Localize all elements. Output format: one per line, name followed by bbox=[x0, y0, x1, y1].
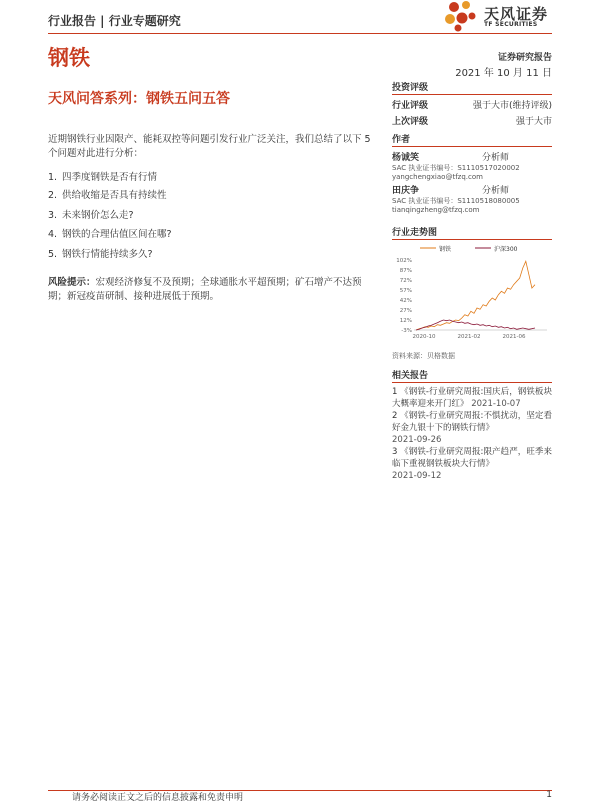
y-tick-label: 57% bbox=[399, 288, 412, 294]
report-title: 天风问答系列：钢铁五问五答 bbox=[48, 91, 230, 107]
chart-source: 资料来源：贝格数据 bbox=[392, 352, 455, 360]
trend-heading: 行业走势图 bbox=[392, 225, 552, 240]
industry-rating-value: 强于大市(维持评级) bbox=[472, 101, 552, 111]
report-type: 证券研究报告 bbox=[497, 53, 552, 63]
author-cert: SAC 执业证书编号：S1110517020002 bbox=[392, 164, 520, 172]
related-report-date: 2021-09-12 bbox=[392, 471, 442, 481]
industry-rating-row bbox=[392, 98, 552, 111]
question-item: 2. 供给收缩是否具有持续性 bbox=[48, 190, 167, 201]
x-tick-label: 2020-10 bbox=[412, 334, 436, 340]
question-item: 4. 钢铁的合理估值区间在哪? bbox=[48, 229, 172, 240]
related-report-title[interactable]: 3 《钢铁-行业研究周报:限产趋严，旺季来临下重视钢铁板块大行情》 bbox=[392, 447, 552, 469]
legend-label: 沪深300 bbox=[494, 246, 518, 253]
industry-trend-chart bbox=[392, 240, 552, 345]
trend-section bbox=[392, 225, 552, 361]
footer-disclaimer: 请务必阅读正文之后的信息披露和免责申明 bbox=[72, 793, 244, 803]
related-report-title[interactable]: 2 《钢铁-行业研究周报:不惧扰动，坚定看好金九银十下的钢铁行情》 bbox=[392, 411, 552, 433]
prev-rating-row bbox=[392, 114, 552, 127]
author-name: 杨诚笑 bbox=[392, 153, 420, 163]
intro-paragraph: 近期钢铁行业因限产、能耗双控等问题引发行业广泛关注，我们总结了以下 5 个问题对此进行分析： bbox=[48, 134, 371, 159]
author-row bbox=[392, 183, 552, 196]
author-email[interactable]: tianqingzheng@tfzq.com bbox=[392, 206, 480, 214]
related-report-date: 2021-10-07 bbox=[471, 399, 521, 409]
logo-subtext: TF SECURITIES bbox=[484, 21, 538, 28]
authors-heading: 作者 bbox=[392, 132, 552, 147]
author-name: 田庆争 bbox=[392, 186, 420, 196]
company-logo bbox=[444, 0, 554, 32]
y-tick-label: 42% bbox=[399, 298, 412, 304]
risk-text: 宏观经济修复不及预期；全球通胀水平超预期；矿石增产不达预期；新冠疫苗研制、接种进展低于预期。 bbox=[48, 277, 362, 302]
rating-heading: 投资评级 bbox=[392, 80, 552, 95]
related-report[interactable] bbox=[392, 446, 552, 482]
author-role: 分析师 bbox=[482, 153, 510, 163]
page-number: 1 bbox=[546, 790, 552, 800]
tf-logo-icon bbox=[444, 0, 482, 32]
header-divider bbox=[48, 33, 552, 34]
logo-text: 天风证券 bbox=[484, 5, 549, 23]
series-line bbox=[416, 261, 535, 330]
question-item: 5. 钢铁行情能持续多久? bbox=[48, 249, 153, 260]
rating-section bbox=[392, 80, 552, 127]
series-line bbox=[416, 320, 535, 330]
y-tick-label: -3% bbox=[401, 328, 412, 334]
authors-section bbox=[392, 132, 552, 214]
risk-label: 风险提示： bbox=[48, 277, 96, 288]
related-heading: 相关报告 bbox=[392, 368, 552, 383]
prev-rating-value: 强于大市 bbox=[515, 117, 552, 127]
y-tick-label: 27% bbox=[399, 308, 412, 314]
y-tick-label: 12% bbox=[399, 318, 412, 324]
author-role: 分析师 bbox=[482, 186, 510, 196]
y-tick-label: 87% bbox=[399, 268, 412, 274]
y-tick-label: 102% bbox=[396, 258, 412, 264]
risk-warning bbox=[48, 276, 380, 304]
industry-rating-label: 行业评级 bbox=[392, 101, 429, 111]
x-tick-label: 2021-06 bbox=[502, 334, 526, 340]
related-section bbox=[392, 368, 552, 482]
prev-rating-label: 上次评级 bbox=[392, 117, 429, 127]
related-report-date: 2021-09-26 bbox=[392, 435, 442, 445]
report-date: 2021 年 10 月 11 日 bbox=[455, 68, 552, 79]
related-report-title[interactable]: 1 《钢铁-行业研究周报:国庆后，钢铁板块大概率迎来开门红》 bbox=[392, 387, 552, 409]
y-tick-label: 72% bbox=[399, 278, 412, 284]
x-tick-label: 2021-02 bbox=[457, 334, 481, 340]
header-title: 行业报告 | 行业专题研究 bbox=[48, 14, 181, 28]
legend-label: 钢铁 bbox=[439, 246, 452, 253]
author-row bbox=[392, 150, 552, 163]
related-report[interactable] bbox=[392, 386, 552, 410]
author-cert: SAC 执业证书编号：S1110518080005 bbox=[392, 197, 520, 205]
sector-title: 钢铁 bbox=[48, 46, 90, 70]
related-report[interactable] bbox=[392, 410, 552, 446]
question-item: 1. 四季度钢铁是否有行情 bbox=[48, 172, 158, 183]
question-item: 3. 未来钢价怎么走? bbox=[48, 210, 134, 221]
author-email[interactable]: yangchengxiao@tfzq.com bbox=[392, 173, 483, 181]
